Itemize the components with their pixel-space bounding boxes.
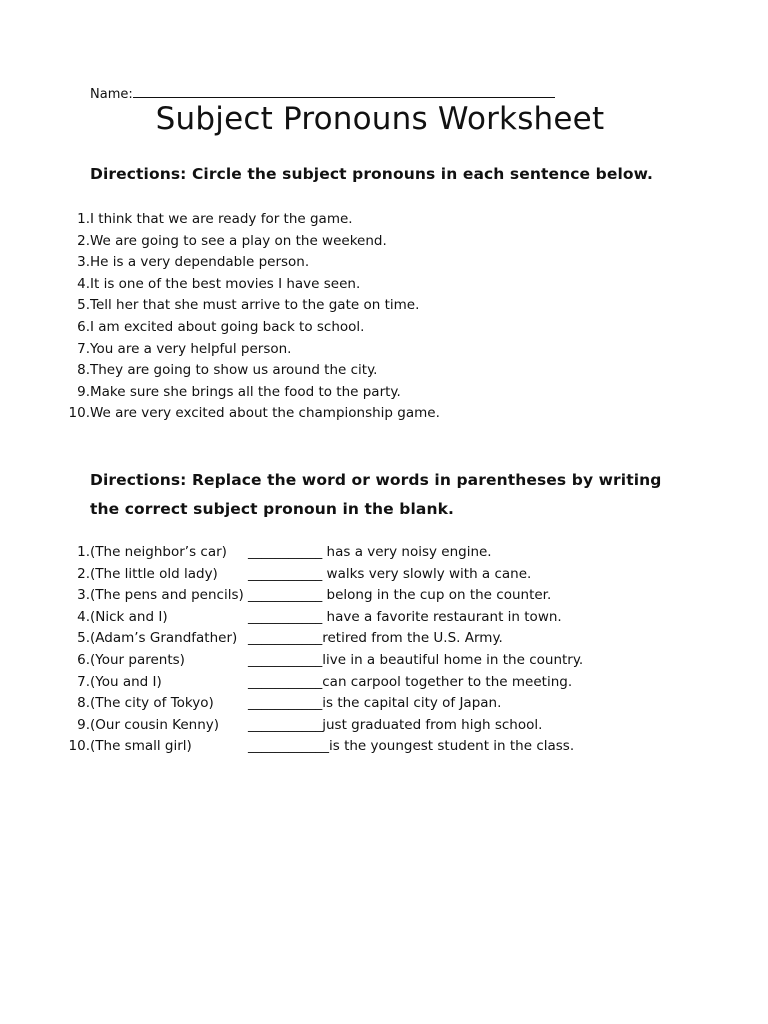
list-item <box>60 585 552 607</box>
list-item <box>60 295 420 317</box>
name-blank[interactable] <box>133 84 555 98</box>
parenthetical-text: (The small girl) <box>90 738 192 755</box>
part1-list <box>60 209 440 425</box>
list-item <box>60 252 310 274</box>
list-item <box>60 360 378 382</box>
item-number: 4. <box>77 608 90 625</box>
item-number: 8. <box>77 695 90 712</box>
list-item <box>60 715 543 737</box>
item-number: 7. <box>77 673 90 690</box>
item-number: 9. <box>77 716 90 733</box>
parenthetical-text: (Nick and I) <box>90 608 168 625</box>
item-number: 1. <box>77 544 90 560</box>
item-number: 2. <box>77 565 90 582</box>
list-item <box>60 672 573 694</box>
item-number: 4. <box>77 275 90 292</box>
sentence-text: He is a very dependable person. <box>90 254 310 271</box>
item-number: 7. <box>77 340 90 357</box>
item-number: 10. <box>68 405 90 422</box>
list-item <box>60 650 584 672</box>
item-number: 8. <box>77 362 90 379</box>
parenthetical-text: (Adam’s Grandfather) <box>90 630 238 647</box>
sentence-text: They are going to show us around the city. <box>90 362 378 379</box>
parenthetical-text: (The pens and pencils) <box>90 587 244 604</box>
item-number: 10. <box>68 738 90 755</box>
sentence-text: We are going to see a play on the weekend. <box>90 232 387 249</box>
blank-sentence[interactable]: ___________just graduated from high school. <box>248 716 543 733</box>
name-label: Name: <box>90 87 133 102</box>
parenthetical-text: (You and I) <box>90 673 162 690</box>
item-number: 5. <box>77 297 90 314</box>
item-number: 3. <box>77 587 90 604</box>
part2-list <box>60 542 584 758</box>
blank-sentence[interactable]: ___________retired from the U.S. Army. <box>248 630 503 647</box>
sentence-text: Tell her that she must arrive to the gate on time. <box>90 297 420 314</box>
sentence-text: I am excited about going back to school. <box>90 318 365 335</box>
item-number: 2. <box>77 232 90 249</box>
item-number: 6. <box>77 651 90 668</box>
part1-directions: Directions: Circle the subject pronouns in each sentence below. <box>90 165 654 183</box>
item-number: 3. <box>77 254 90 271</box>
part2-directions: Directions: Replace the word or words in parentheses by writing the correct subject pronoun in the blank. <box>90 471 662 518</box>
list-item <box>60 317 365 339</box>
blank-sentence[interactable]: ___________can carpool together to the meeting. <box>248 673 573 690</box>
parenthetical-text: (Your parents) <box>90 651 185 668</box>
item-number: 6. <box>77 318 90 335</box>
item-number: 5. <box>77 630 90 647</box>
blank-sentence[interactable]: ___________ belong in the cup on the counter. <box>248 587 552 604</box>
blank-sentence[interactable]: ___________live in a beautiful home in the country. <box>248 651 584 668</box>
list-item <box>60 403 440 425</box>
blank-sentence[interactable]: ___________ walks very slowly with a cane. <box>248 565 532 582</box>
list-item <box>60 209 353 231</box>
blank-sentence[interactable]: ____________is the youngest student in the class. <box>248 738 575 755</box>
blank-sentence[interactable]: ___________ have a favorite restaurant in town. <box>248 608 562 625</box>
parenthetical-text: (Our cousin Kenny) <box>90 716 220 733</box>
parenthetical-text: (The city of Tokyo) <box>90 695 214 712</box>
list-item <box>60 231 387 253</box>
list-item <box>60 564 532 586</box>
sentence-text: It is one of the best movies I have seen. <box>90 275 361 292</box>
blank-sentence[interactable]: ___________is the capital city of Japan. <box>248 695 502 712</box>
list-item <box>60 542 492 564</box>
list-item <box>60 628 503 650</box>
parenthetical-text: (The little old lady) <box>90 565 218 582</box>
list-item <box>60 382 401 404</box>
blank-sentence[interactable]: ___________ has a very noisy engine. <box>248 544 492 560</box>
item-number: 1. <box>77 211 90 227</box>
sentence-text: I think that we are ready for the game. <box>90 211 353 227</box>
sentence-text: Make sure she brings all the food to the party. <box>90 383 401 400</box>
list-item <box>60 693 502 715</box>
sentence-text: You are a very helpful person. <box>90 340 292 357</box>
sentence-text: We are very excited about the championship game. <box>90 405 440 422</box>
list-item <box>60 274 361 296</box>
list-item <box>60 736 575 758</box>
item-number: 9. <box>77 383 90 400</box>
page-title: Subject Pronouns Worksheet <box>155 101 605 137</box>
parenthetical-text: (The neighbor’s car) <box>90 544 227 560</box>
list-item <box>60 607 562 629</box>
list-item <box>60 339 292 361</box>
